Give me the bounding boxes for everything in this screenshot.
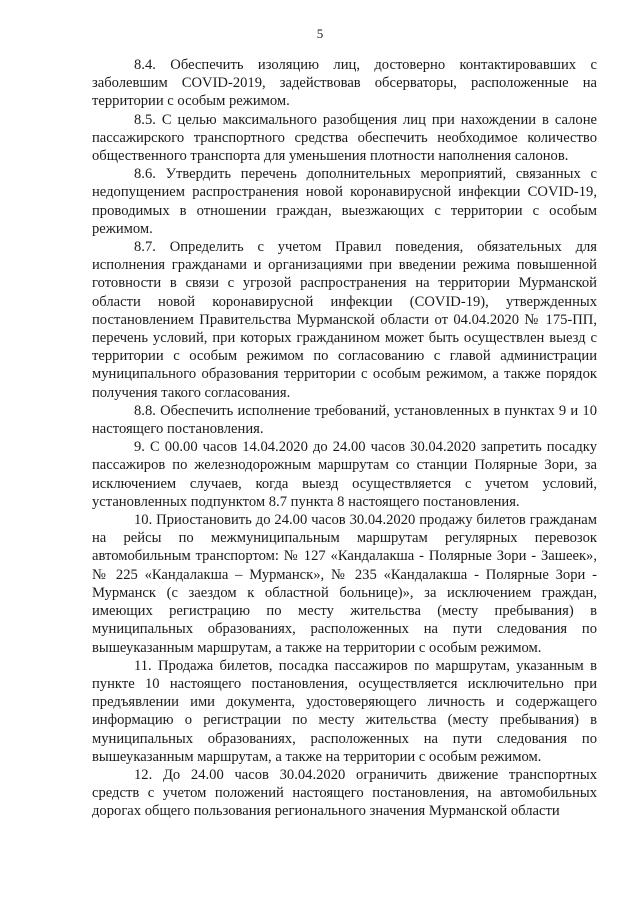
paragraph-8-4: 8.4. Обеспечить изоляцию лиц, достоверно контактировавших с заболевшим COVID-2019, задействовав обсерваторы, расположенные на территории с особым режимом. [92, 57, 597, 110]
paragraph-8-6: 8.6. Утвердить перечень дополнительных мероприятий, связанных с недопущением распространения новой коронавирусной инфекции COVID-19, проводимых в отношении граждан, выезжающих с территории с особым режимом. [92, 166, 597, 237]
paragraph-8-7: 8.7. Определить с учетом Правил поведения, обязательных для исполнения гражданами и организациями при введении режима повышенной готовности в связи с угрозой распространения на территории Мурманской области новой коронавирусной инфекции (COVID-19), утвержденных постановлением Правительства Мурманской области от 04.04.2020 № 175-ПП, перечень условий, при которых гражданином может быть осуществлен выезд с территории с особым режимом по согласованию с главой администрации муниципального образования территории с особым режимом, а также порядок получения такого согласования. [92, 239, 597, 401]
paragraph-9: 9. С 00.00 часов 14.04.2020 до 24.00 часов 30.04.2020 запретить посадку пассажиров по железнодорожным маршрутам со станции Полярные Зори, за исключением случаев, когда выезд осуществляется с учетом условий, установленных подпунктом 8.7 пункта 8 настоящего постановления. [92, 439, 597, 510]
paragraph-8-5: 8.5. С целью максимального разобщения лиц при нахождении в салоне пассажирского транспортного средства обеспечить необходимое количество общественного транспорта для уменьшения плотности наполнения салонов. [92, 111, 597, 165]
page-number: 5 [316, 26, 324, 41]
paragraph-11: 11. Продажа билетов, посадка пассажиров по маршрутам, указанным в пункте 10 настоящего постановления, осуществляется исключительно при предъявлении ими документа, удостоверяющего личность и содержащего информацию о регистрации по месту жительства (месту пребывания) в муниципальных образованиях, расположенных на пути следования по вышеуказанным маршрутам, а также на территории с особым режимом. [92, 657, 597, 765]
paragraph-12: 12. До 24.00 часов 30.04.2020 ограничить движение транспортных средств с учетом положений настоящего постановления, на автомобильных дорогах общего пользования регионального значения Мурманской области [92, 766, 597, 820]
paragraph-8-8: 8.8. Обеспечить исполнение требований, установленных в пунктах 9 и 10 настоящего постановления. [92, 402, 597, 438]
paragraph-10: 10. Приостановить до 24.00 часов 30.04.2020 продажу билетов гражданам на рейсы по межмуниципальным маршрутам регулярных перевозок автомобильным транспортом: № 127 «Кандалакша - Полярные Зори - Зашеек», № 225 «Кандалакша – Мурманск», № 235 «Кандалакша - Полярные Зори - Мурманск (с заездом к областной больнице)», за исключением граждан, имеющих регистрацию по месту жительства (месту пребывания) в муниципальных образованиях, расположенных на пути следования по вышеуказанным маршрутам, а также на территории с особым режимом. [92, 512, 597, 656]
document-body [92, 56, 597, 821]
